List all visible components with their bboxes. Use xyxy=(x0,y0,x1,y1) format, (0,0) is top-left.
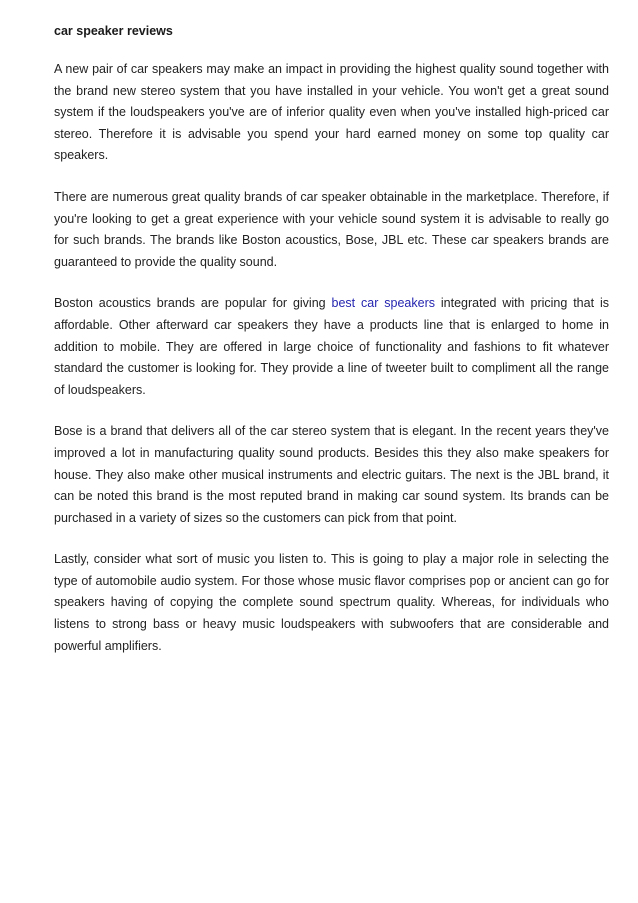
paragraph-intro: A new pair of car speakers may make an impact in providing the highest quality sound together with the brand new stereo system that you have installed in your vehicle. You won't get a great sound system if the loudspeakers you've are of inferior quality even when you've installed high-priced car stereo. Therefore it is advisable you spend your hard earned money on some top quality car speakers. xyxy=(54,62,609,163)
best-car-speakers-link[interactable]: best car speakers xyxy=(331,296,435,311)
paragraph-music: Lastly, consider what sort of music you listen to. This is going to play a major role in selecting the type of automobile audio system. For those whose music flavor comprises pop or ancient can go for speakers having of copying the complete sound spectrum quality. Whereas, for individuals who listens to strong bass or heavy music loudspeakers with subwoofers that are considerable and powerful amplifiers. xyxy=(54,552,609,653)
page-title: car speaker reviews xyxy=(54,24,173,38)
paragraph-boston-before: Boston acoustics brands are popular for giving xyxy=(54,296,332,311)
paragraph-boston-after: integrated with pricing that is affordable. Other afterward car speakers they have a products line that is enlarged to home in addition to mobile. They are offered in large choice of functionality and fashions to fit whatever standard the customer is looking for. They provide a line of tweeter built to compliment all the range of loudspeakers. xyxy=(54,296,609,397)
paragraph-bose: Bose is a brand that delivers all of the car stereo system that is elegant. In the recent years they've improved a lot in manufacturing quality sound products. Besides this they also make speakers for house. They also make other musical instruments and electric guitars. The next is the JBL brand, it can be noted this brand is the most reputed brand in making car sound system. Its brands can be purchased in a variety of sizes so the customers can pick from that point. xyxy=(54,424,609,525)
paragraph-boston xyxy=(54,293,609,401)
paragraph-brands: There are numerous great quality brands of car speaker obtainable in the marketplace. Therefore, if you're looking to get a great experience with your vehicle sound system it is advisable to really go for such brands. The brands like Boston acoustics, Bose, JBL etc. These car speakers brands are guaranteed to provide the quality sound. xyxy=(54,189,609,269)
